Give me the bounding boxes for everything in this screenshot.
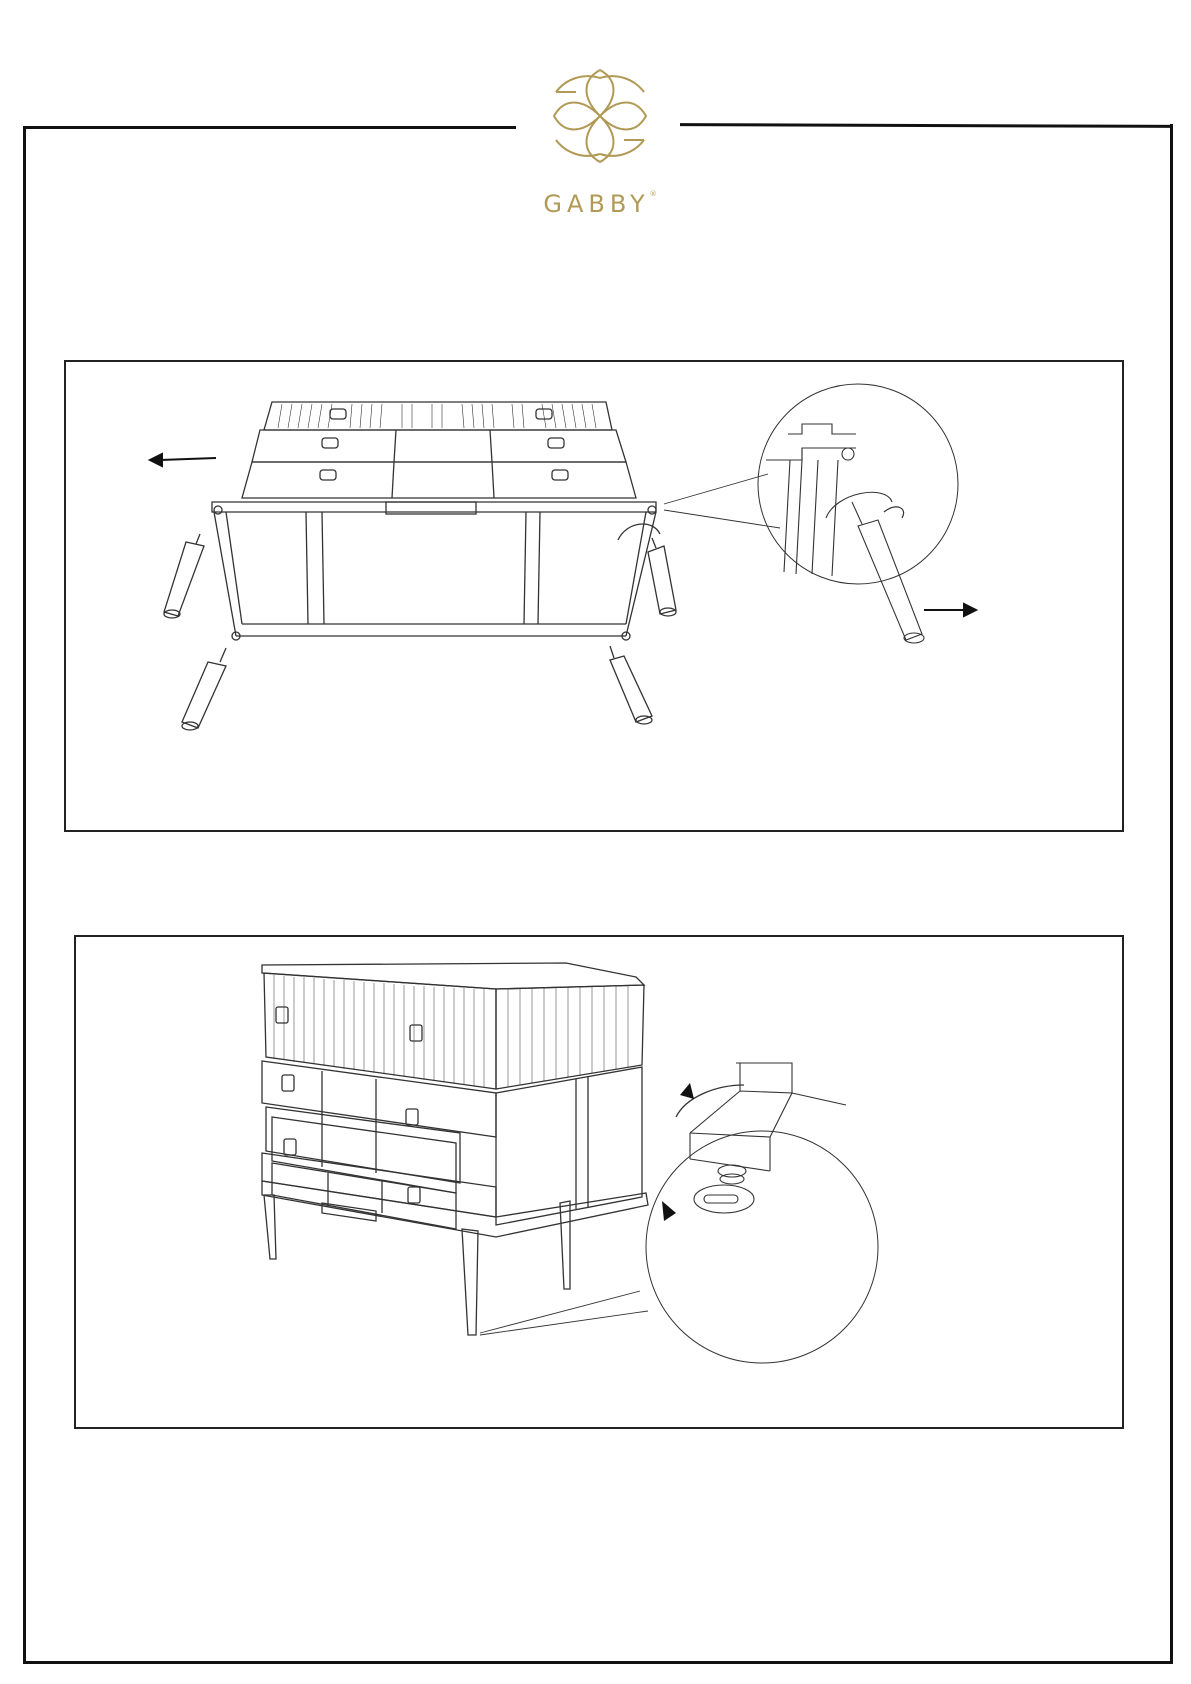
flower-logo-icon — [520, 68, 680, 188]
arrow-left-head-icon — [150, 454, 162, 466]
brand-name: GABBY® — [543, 190, 657, 218]
arrow-right-head-icon — [964, 604, 976, 616]
dresser-upside-down-diagram — [66, 362, 1122, 830]
brand-logo — [520, 68, 680, 228]
arrow-triangle-icon — [662, 1201, 676, 1221]
rotate-counterclockwise-icon — [884, 507, 904, 518]
arrow-triangle-icon — [680, 1083, 694, 1099]
figure-level-feet — [74, 935, 1124, 1429]
frame-top-right — [680, 123, 1172, 128]
frame-top-left — [24, 126, 516, 129]
frame-left — [23, 126, 26, 1664]
frame-bottom — [23, 1661, 1173, 1664]
figure-remove-legs — [64, 360, 1124, 832]
dresser-upright-diagram — [76, 937, 1122, 1427]
frame-right — [1170, 124, 1173, 1664]
arrow-left-icon — [160, 458, 216, 460]
